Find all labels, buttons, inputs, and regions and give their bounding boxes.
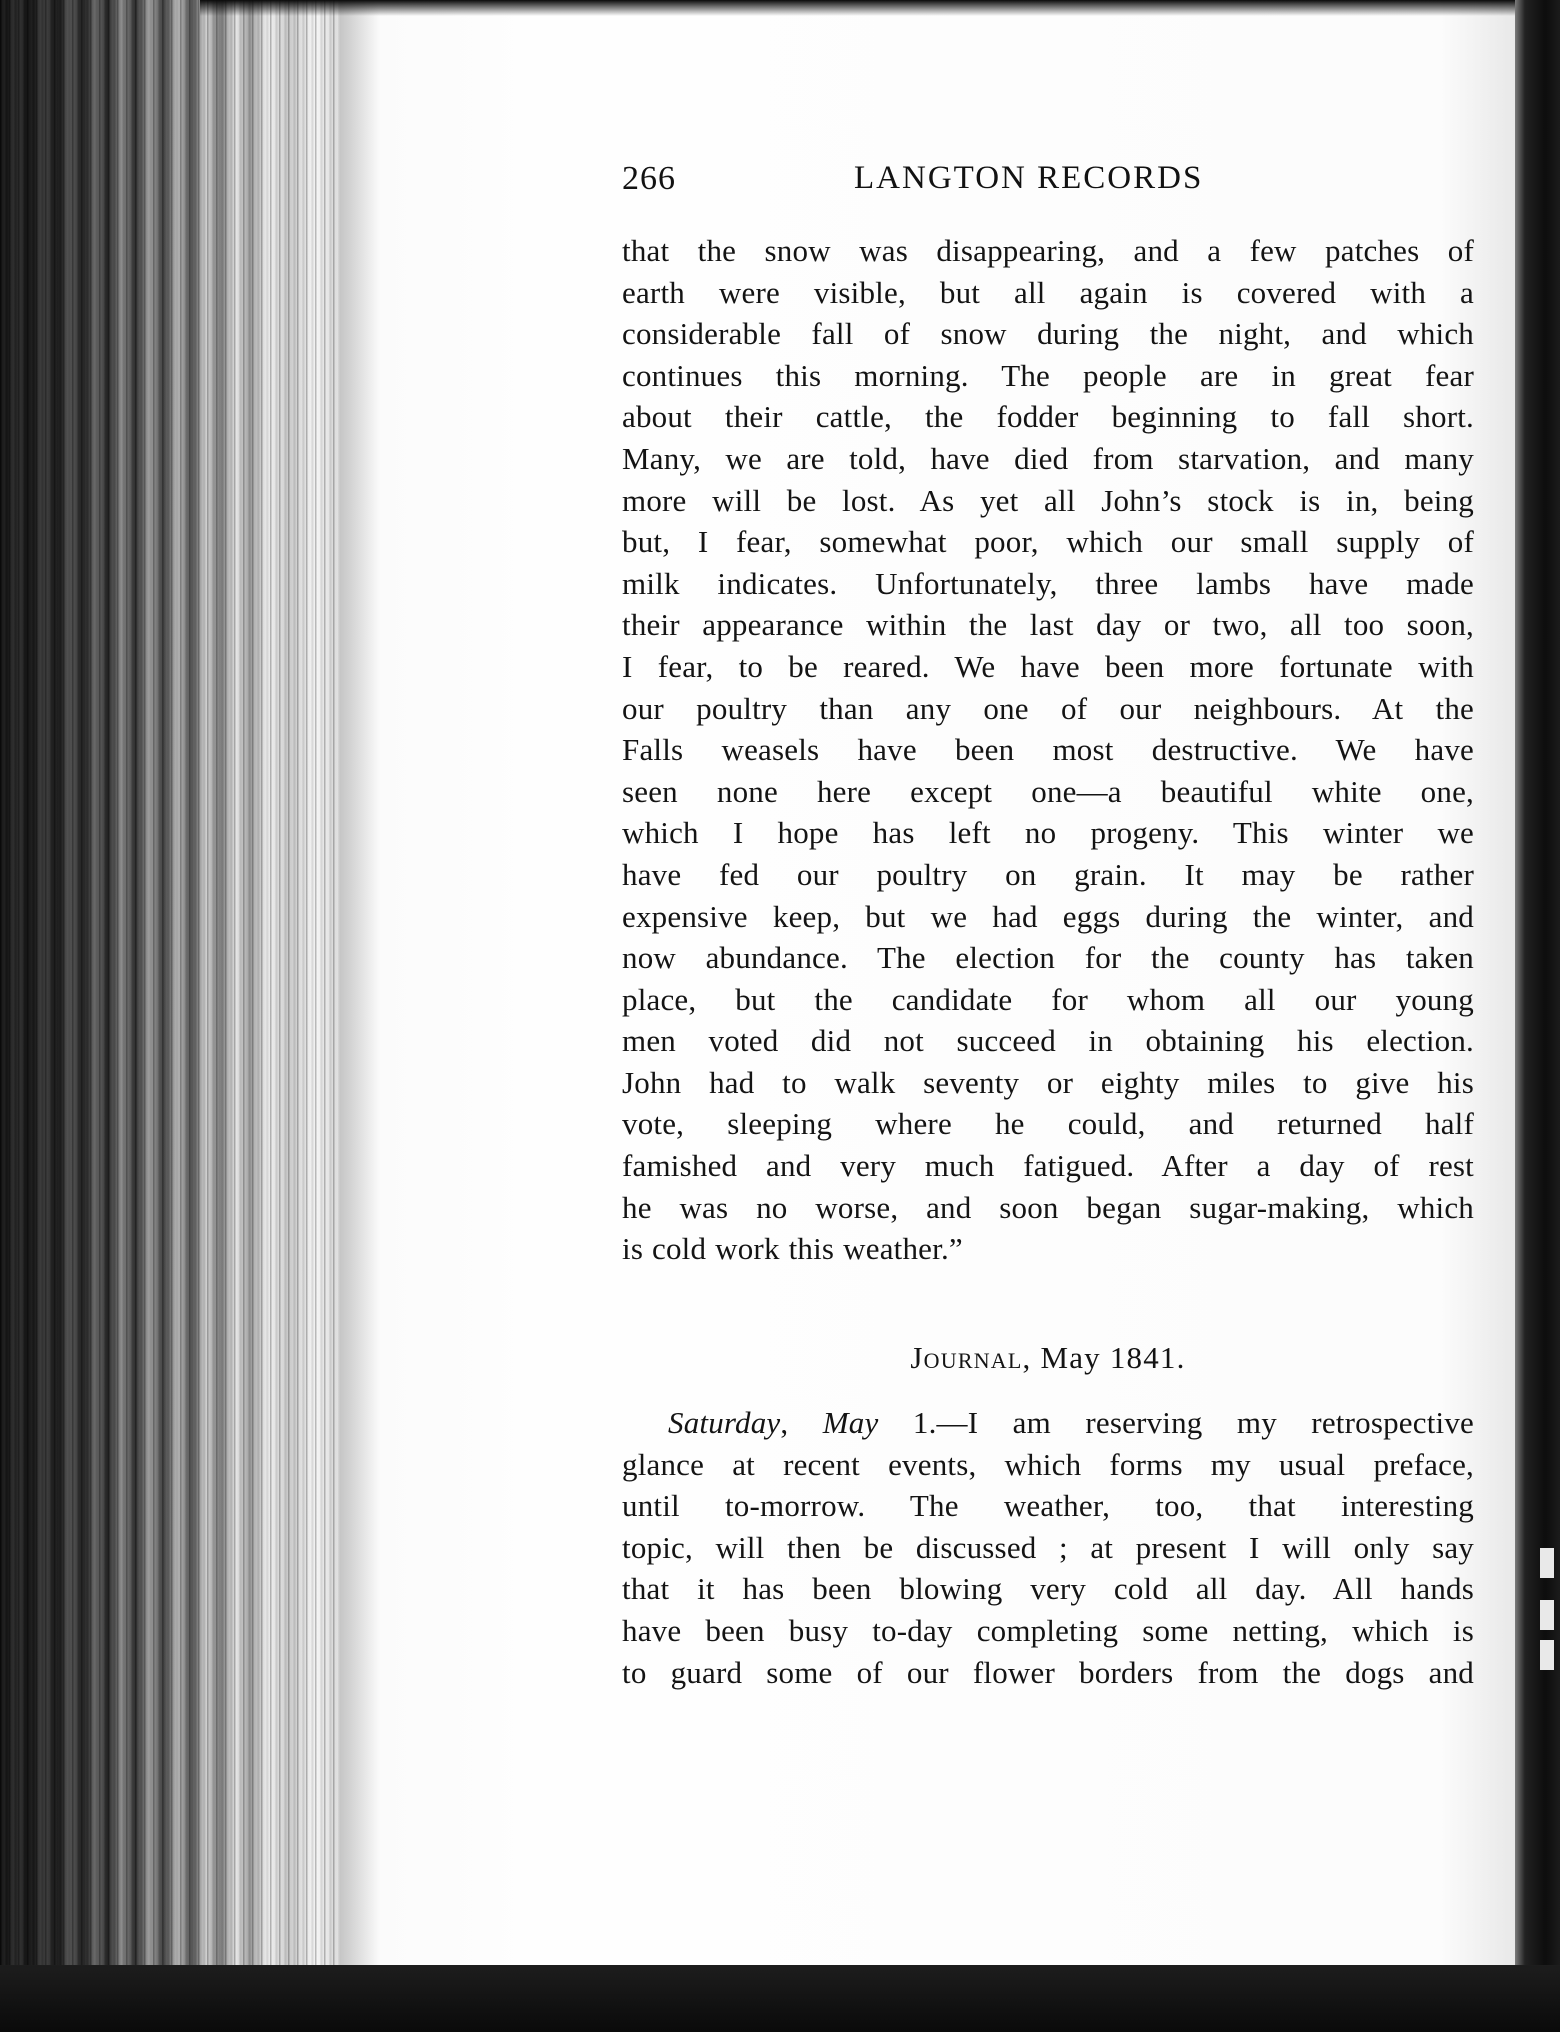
text-line: more will be lost. As yet all John’s stock is in, being [622,482,1474,518]
text-line: until to-morrow. The weather, too, that interesting [622,1488,1474,1524]
text-line: glance at recent events, which forms my usual preface, [622,1446,1474,1482]
running-head: LANGTON RECORDS [854,160,1204,196]
section-heading [622,1340,1474,1376]
text-line: which I hope has left no progeny. This winter we [622,815,1474,851]
text-line: continues this morning. The people are in great fear [622,357,1474,393]
text-line: but, I fear, somewhat poor, which our small supply of [622,524,1474,560]
text-line: he was no worse, and soon began sugar-making, which [622,1189,1474,1225]
text-line: is cold work this weather.” [622,1231,963,1267]
text-line: famished and very much fatigued. After a day of rest [622,1148,1474,1184]
text-line: have been busy to-day completing some netting, which is [622,1612,1474,1648]
letter-paragraph [622,230,1474,1270]
text-line: that it has been blowing very cold all day. All hands [622,1571,1474,1607]
bottom-dark-band [0,1965,1560,2032]
next-page-letter-fragment [1540,1640,1554,1670]
text-line: earth were visible, but all again is covered with a [622,274,1474,310]
next-page-edge [1515,0,1560,2032]
journal-day: Saturday [668,1405,781,1440]
text-line: to guard some of our flower borders from the dogs and [622,1654,1474,1690]
top-shadow [200,0,1530,16]
text-line: topic, will then be discussed ; at present I will only say [622,1529,1474,1565]
text-line: expensive keep, but we had eggs during the winter, and [622,898,1474,934]
text-line: milk indicates. Unfortunately, three lambs have made [622,565,1474,601]
text-line: now abundance. The election for the county has taken [622,940,1474,976]
text-line: that the snow was disappearing, and a few patches of [622,233,1474,268]
text-line: vote, sleeping where he could, and returned half [622,1106,1474,1142]
next-page-letter-fragment [1540,1548,1554,1578]
text-line: considerable fall of snow during the night, and which [622,316,1474,352]
journal-comma: , [780,1405,823,1440]
text-line: about their cattle, the fodder beginning to fall short. [622,399,1474,435]
text-line: Many, we are told, have died from starvation, and many [622,440,1474,476]
text-line: place, but the candidate for whom all our young [622,981,1474,1017]
section-heading-word: Journal [910,1340,1023,1375]
text-line [622,1402,1474,1444]
journal-first-line-rest: 1.—I am reserving my retrospective [878,1405,1474,1440]
gutter-shadow [340,0,380,2032]
page-edges-stack [0,0,360,2032]
text-line: their appearance within the last day or two, all too soon, [622,607,1474,643]
journal-month: May [822,1405,879,1440]
text-line: seen none here except one—a beautiful white one, [622,773,1474,809]
text-line: I fear, to be reared. We have been more fortunate with [622,648,1474,684]
text-line: our poultry than any one of our neighbours. At the [622,690,1474,726]
next-page-letter-fragment [1540,1600,1554,1630]
page-number: 266 [622,160,676,197]
text-line: have fed our poultry on grain. It may be rather [622,856,1474,892]
journal-paragraph [622,1402,1474,1693]
text-line: men voted did not succeed in obtaining his election. [622,1023,1474,1059]
section-heading-date: , May 1841. [1022,1340,1186,1375]
text-line: John had to walk seventy or eighty miles to give his [622,1064,1474,1100]
page-header [622,160,1474,210]
text-line: Falls weasels have been most destructive. We have [622,732,1474,768]
